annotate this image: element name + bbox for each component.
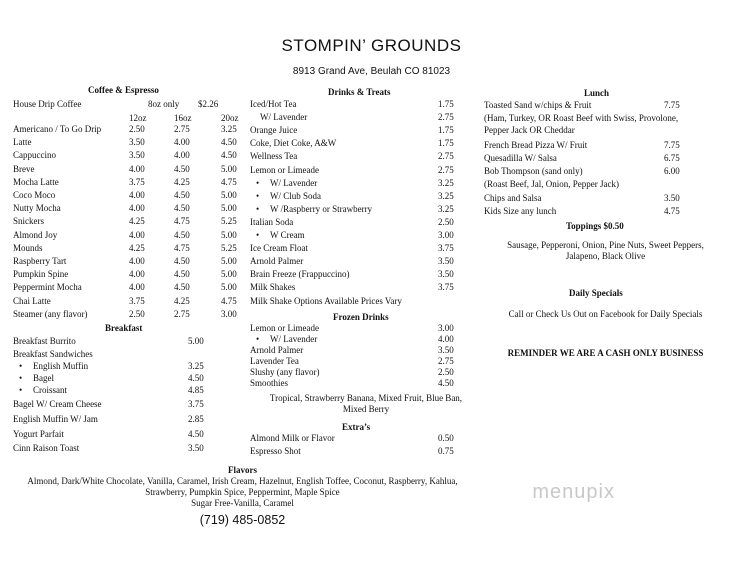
item-price: 2.75 [438,164,454,175]
flavors-line: Sugar Free-Vanilla, Caramel [191,498,294,508]
item-price: 3.50 [438,269,454,280]
toppings-list [483,240,728,262]
toppings-line: Jalapeno, Black Olive [565,251,646,261]
item-price: 2.75 [174,124,190,134]
item-name: Arnold Palmer [250,344,304,355]
item-name: Cappuccino [13,150,56,161]
cash-only-reminder: REMINDER WE ARE A CASH ONLY BUSINESS [507,348,704,358]
item-price: 4.50 [188,429,204,439]
item-name: Orange Juice [250,125,298,136]
item-price: 4.50 [221,137,237,148]
item-price: 4.00 [174,137,190,148]
smoothie-flavors-line: Tropical, Strawberry Banana, Mixed Fruit, Blue Ban, [269,393,463,403]
item-price: 3.25 [438,203,454,214]
flavors-line: Almond, Dark/White Chocolate, Vanilla, Caramel, Irish Cream, Hazelnut, English Toffee, Coconut, Raspberry, Kahlua, [27,476,458,486]
item-price: 2.75 [174,308,190,319]
toppings-line: Sausage, Pepperoni, Onion, Pine Nuts, Sweet Peppers, [507,240,704,250]
item-price: 4.50 [188,373,204,383]
breakfast-heading: Breakfast [105,323,143,333]
item-name: (Ham, Turkey, OR Roast Beef with Swiss, Provolone, [484,112,679,123]
item-name: • W/ Club Soda [270,191,321,202]
item-price: 3.50 [438,256,454,267]
item-name: Pumpkin Spine [13,269,69,280]
item-price: 4.00 [129,203,145,214]
toppings-heading: Toppings $0.50 [566,221,624,231]
item-name: • Bagel [33,373,54,384]
page-title: STOMPIN’ GROUNDS [281,36,462,55]
item-price: 3.50 [129,150,145,161]
house-drip-name: House Drip Coffee [13,99,82,109]
item-name: • Croissant [33,385,67,396]
item-price: 4.25 [174,295,190,306]
item-name: Breakfast Burrito [13,336,76,346]
item-name: (Roast Beef, Jal, Onion, Pepper Jack) [484,179,619,189]
item-name: Breve [13,163,35,174]
item-price: 1.75 [438,99,454,109]
item-name: English Muffin W/ Jam [13,414,98,424]
item-price: 5.00 [221,229,237,240]
item-name: Chai Latte [13,295,51,306]
item-name: Chips and Salsa [484,193,542,203]
smoothie-flavors-line: Mixed Berry [342,404,390,414]
item-name: Bob Thompson (sand only) [484,166,583,176]
item-name: Americano / To Go Drip [13,124,102,134]
item-price: 5.00 [221,282,237,293]
item-price: 7.75 [664,100,680,110]
item-name: Lemon or Limeade [250,164,319,175]
item-name: W/ Lavender [260,112,308,123]
lunch-heading: Lunch [584,88,610,98]
item-name: Ice Cream Float [250,243,308,254]
item-price: 3.50 [438,344,454,355]
item-name: Mounds [13,242,43,253]
address: 8913 Grand Ave, Beulah CO 81023 [292,66,451,77]
item-price: 2.75 [438,355,454,366]
item-price: 2.50 [438,216,454,227]
item-price: 4.50 [174,203,190,214]
flavors-list [0,476,485,509]
item-price: 4.50 [438,377,454,388]
item-price: 4.75 [174,242,190,253]
house-drip-size: 8oz only [148,99,180,109]
item-price: 3.75 [438,243,454,254]
flavors-line: Strawberry, Pumpkin Spice, Peppermint, Maple Spice [145,487,340,497]
item-price: 4.50 [174,256,190,266]
item-price: 3.25 [438,190,454,201]
item-name: Pepper Jack OR Cheddar [484,125,575,135]
size-label: 16oz [174,113,192,123]
item-price: 3.50 [129,137,145,148]
size-label: 12oz [129,113,147,123]
item-name: Peppermint Mocha [13,282,82,293]
item-name: Espresso Shot [250,446,301,456]
item-name: Lavender Tea [250,355,299,366]
item-price: 4.25 [129,216,145,227]
item-price: 4.00 [129,163,145,174]
item-price: 3.75 [188,399,204,409]
item-price: 4.25 [174,176,190,187]
item-name: Nutty Mocha [13,203,61,214]
item-price: 5.00 [221,256,237,266]
item-name: Coke, Diet Coke, A&W [250,138,337,149]
item-price: 1.75 [438,138,454,149]
item-name: Breakfast Sandwiches [13,349,93,359]
item-name: Snickers [13,216,44,227]
item-price: 4.00 [129,269,145,280]
drinks-heading: Drinks & Treats [328,87,391,97]
item-name: Almond Milk or Flavor [250,433,335,443]
extras-heading: Extra’s [342,422,371,432]
item-name: Steamer (any flavor) [13,308,88,319]
item-price: 2.75 [438,112,454,123]
item-price: 4.00 [174,150,190,161]
item-price: 5.00 [221,203,237,214]
watermark-logo: menupix [532,481,615,503]
item-price: 2.50 [129,308,145,319]
item-name: Italian Soda [250,216,294,227]
item-name: Milk Shake Options Available Prices Vary [250,295,402,306]
item-price: 1.75 [438,125,454,136]
item-price: 4.50 [221,150,237,161]
phone-number: (719) 485-0852 [199,513,286,527]
item-price: 3.75 [129,176,145,187]
size-label: 20oz [221,113,239,123]
item-price: 5.25 [221,216,237,227]
item-name: • W/ Lavender [270,178,317,189]
specials-heading: Daily Specials [569,288,623,298]
item-price: 4.75 [221,176,237,187]
item-price: 2.85 [188,414,204,424]
item-name: Lemon or Limeade [250,323,319,333]
item-name: Almond Joy [13,229,58,240]
item-price: 3.75 [438,282,454,293]
item-name: Raspberry Tart [13,256,67,266]
item-price: 3.00 [438,230,454,240]
item-name: Smoothies [250,377,289,388]
item-price: 4.00 [438,333,454,344]
item-name: • W/ Lavender [270,334,317,345]
item-price: 5.25 [221,242,237,253]
item-name: Wellness Tea [250,151,298,162]
item-name: Cinn Raison Toast [13,443,80,453]
item-name: • W /Raspberry or Strawberry [270,204,372,215]
item-price: 3.50 [188,443,204,453]
item-name: Toasted Sand w/chips & Fruit [484,100,592,110]
item-name: Yogurt Parfait [13,429,64,439]
item-name: Kids Size any lunch [484,206,557,216]
item-price: 4.75 [221,295,237,306]
item-price: 4.00 [129,229,145,240]
item-name: Iced/Hot Tea [250,99,297,109]
item-price: 4.75 [664,206,680,216]
item-price: 2.50 [129,124,145,134]
item-price: 4.50 [174,163,190,174]
item-price: 0.50 [438,433,454,443]
item-price: 6.00 [664,166,680,176]
item-name: • English Muffin [33,361,88,372]
item-price: 6.75 [664,153,680,163]
item-price: 7.75 [664,140,680,150]
item-price: 4.85 [188,385,204,395]
house-drip-price: $2.26 [198,99,219,109]
item-price: 4.50 [174,229,190,240]
item-name: Mocha Latte [13,176,59,187]
item-price: 2.50 [438,366,454,377]
item-price: 4.00 [129,282,145,293]
item-name: Bagel W/ Cream Cheese [13,399,102,409]
item-price: 3.25 [438,177,454,188]
frozen-heading: Frozen Drinks [333,312,389,322]
item-name: Latte [13,137,32,148]
item-price: 4.00 [129,256,145,266]
item-price: 0.75 [438,446,454,456]
item-price: 3.50 [664,193,680,203]
item-name: Arnold Palmer [250,256,304,267]
item-price: 4.50 [174,190,190,200]
item-price: 5.00 [221,190,237,200]
item-price: 3.00 [221,308,237,319]
item-name: French Bread Pizza W/ Fruit [484,140,588,150]
item-name: Quesadilla W/ Salsa [484,153,557,163]
specials-text: Call or Check Us Out on Facebook for Daily Specials [508,309,703,319]
item-name: • W Cream [270,230,305,241]
item-name: Slushy (any flavor) [250,366,320,377]
item-price: 3.00 [438,323,454,333]
item-price: 3.25 [188,361,204,371]
item-price: 3.75 [129,295,145,306]
item-name: Milk Shakes [250,282,296,293]
item-price: 4.50 [174,269,190,280]
coffee-heading: Coffee & Espresso [88,85,159,95]
item-price: 4.00 [129,190,145,200]
item-price: 2.75 [438,151,454,162]
item-price: 5.00 [221,163,237,174]
smoothie-flavors [250,393,482,415]
flavors-heading: Flavors [228,465,257,475]
item-price: 5.00 [221,269,237,280]
item-price: 4.50 [174,282,190,293]
item-price: 3.25 [221,124,237,134]
item-price: 4.75 [174,216,190,227]
item-name: Brain Freeze (Frappuccino) [250,269,350,280]
item-name: Coco Moco [13,190,56,200]
item-price: 5.00 [188,336,204,346]
item-price: 4.25 [129,242,145,253]
